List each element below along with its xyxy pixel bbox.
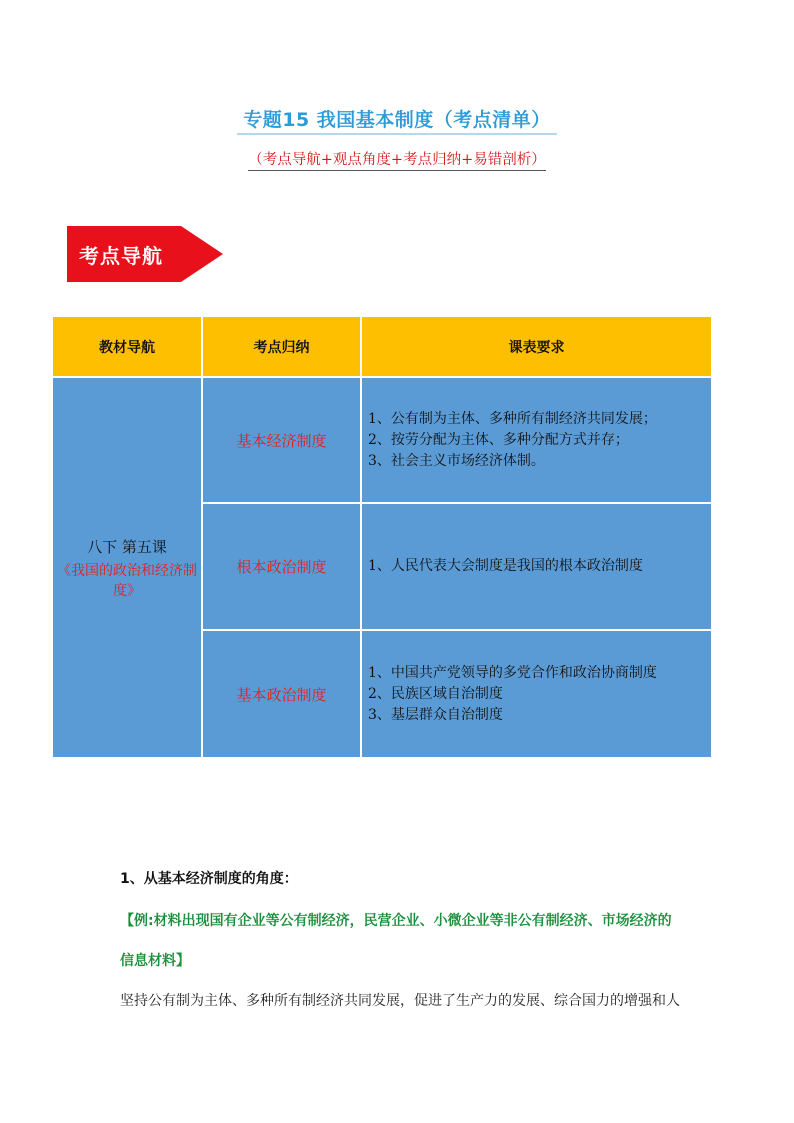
requirement-item: 1、公有制为主体、多种所有制经济共同发展； xyxy=(368,410,657,427)
lesson-cell xyxy=(53,378,201,757)
topic-cell-economic: 基本经济制度 xyxy=(203,378,360,502)
body-paragraph: 坚持公有制为主体、多种所有制经济共同发展，促进了生产力的发展、综合国力的增强和人 xyxy=(120,993,680,1009)
topic-cell-basic-political: 基本政治制度 xyxy=(203,631,360,757)
page-title: 专题15 我国基本制度（考点清单） xyxy=(0,105,794,135)
requirement-cell-fundamental-political xyxy=(362,504,711,629)
lesson-line1: 八下 第五课 xyxy=(87,537,167,556)
header-cell-textbook: 教材导航 xyxy=(53,317,201,376)
requirement-item: 2、民族区域自治制度 xyxy=(368,685,503,702)
header-cell-topic: 考点归纳 xyxy=(203,317,360,376)
navigation-table xyxy=(53,317,711,757)
page-subtitle: （考点导航+观点角度+考点归纳+易错剖析） xyxy=(0,148,794,171)
requirement-item: 2、按劳分配为主体、多种分配方式并存； xyxy=(368,431,629,448)
requirement-cell-economic xyxy=(362,378,711,502)
requirement-item: 3、基层群众自治制度 xyxy=(368,706,503,723)
header-cell-requirement: 课表要求 xyxy=(362,317,711,376)
lesson-line2: 《我国的政治和经济制度》 xyxy=(57,562,197,599)
section-banner xyxy=(67,226,223,282)
section-heading: 1、从基本经济制度的角度： xyxy=(120,871,298,887)
banner-label: 考点导航 xyxy=(79,244,163,268)
requirement-item: 1、中国共产党领导的多党合作和政治协商制度 xyxy=(368,664,657,681)
topic-cell-fundamental-political: 根本政治制度 xyxy=(203,504,360,629)
requirement-item: 1、人民代表大会制度是我国的根本政治制度 xyxy=(368,558,643,574)
requirement-cell-basic-political xyxy=(362,631,711,757)
example-note-line1: 【例:材料出现国有企业等公有制经济，民营企业、小微企业等非公有制经济、市场经济的 xyxy=(120,913,672,929)
requirement-item: 3、社会主义市场经济体制。 xyxy=(368,452,545,469)
example-note-line2: 信息材料】 xyxy=(120,953,190,969)
